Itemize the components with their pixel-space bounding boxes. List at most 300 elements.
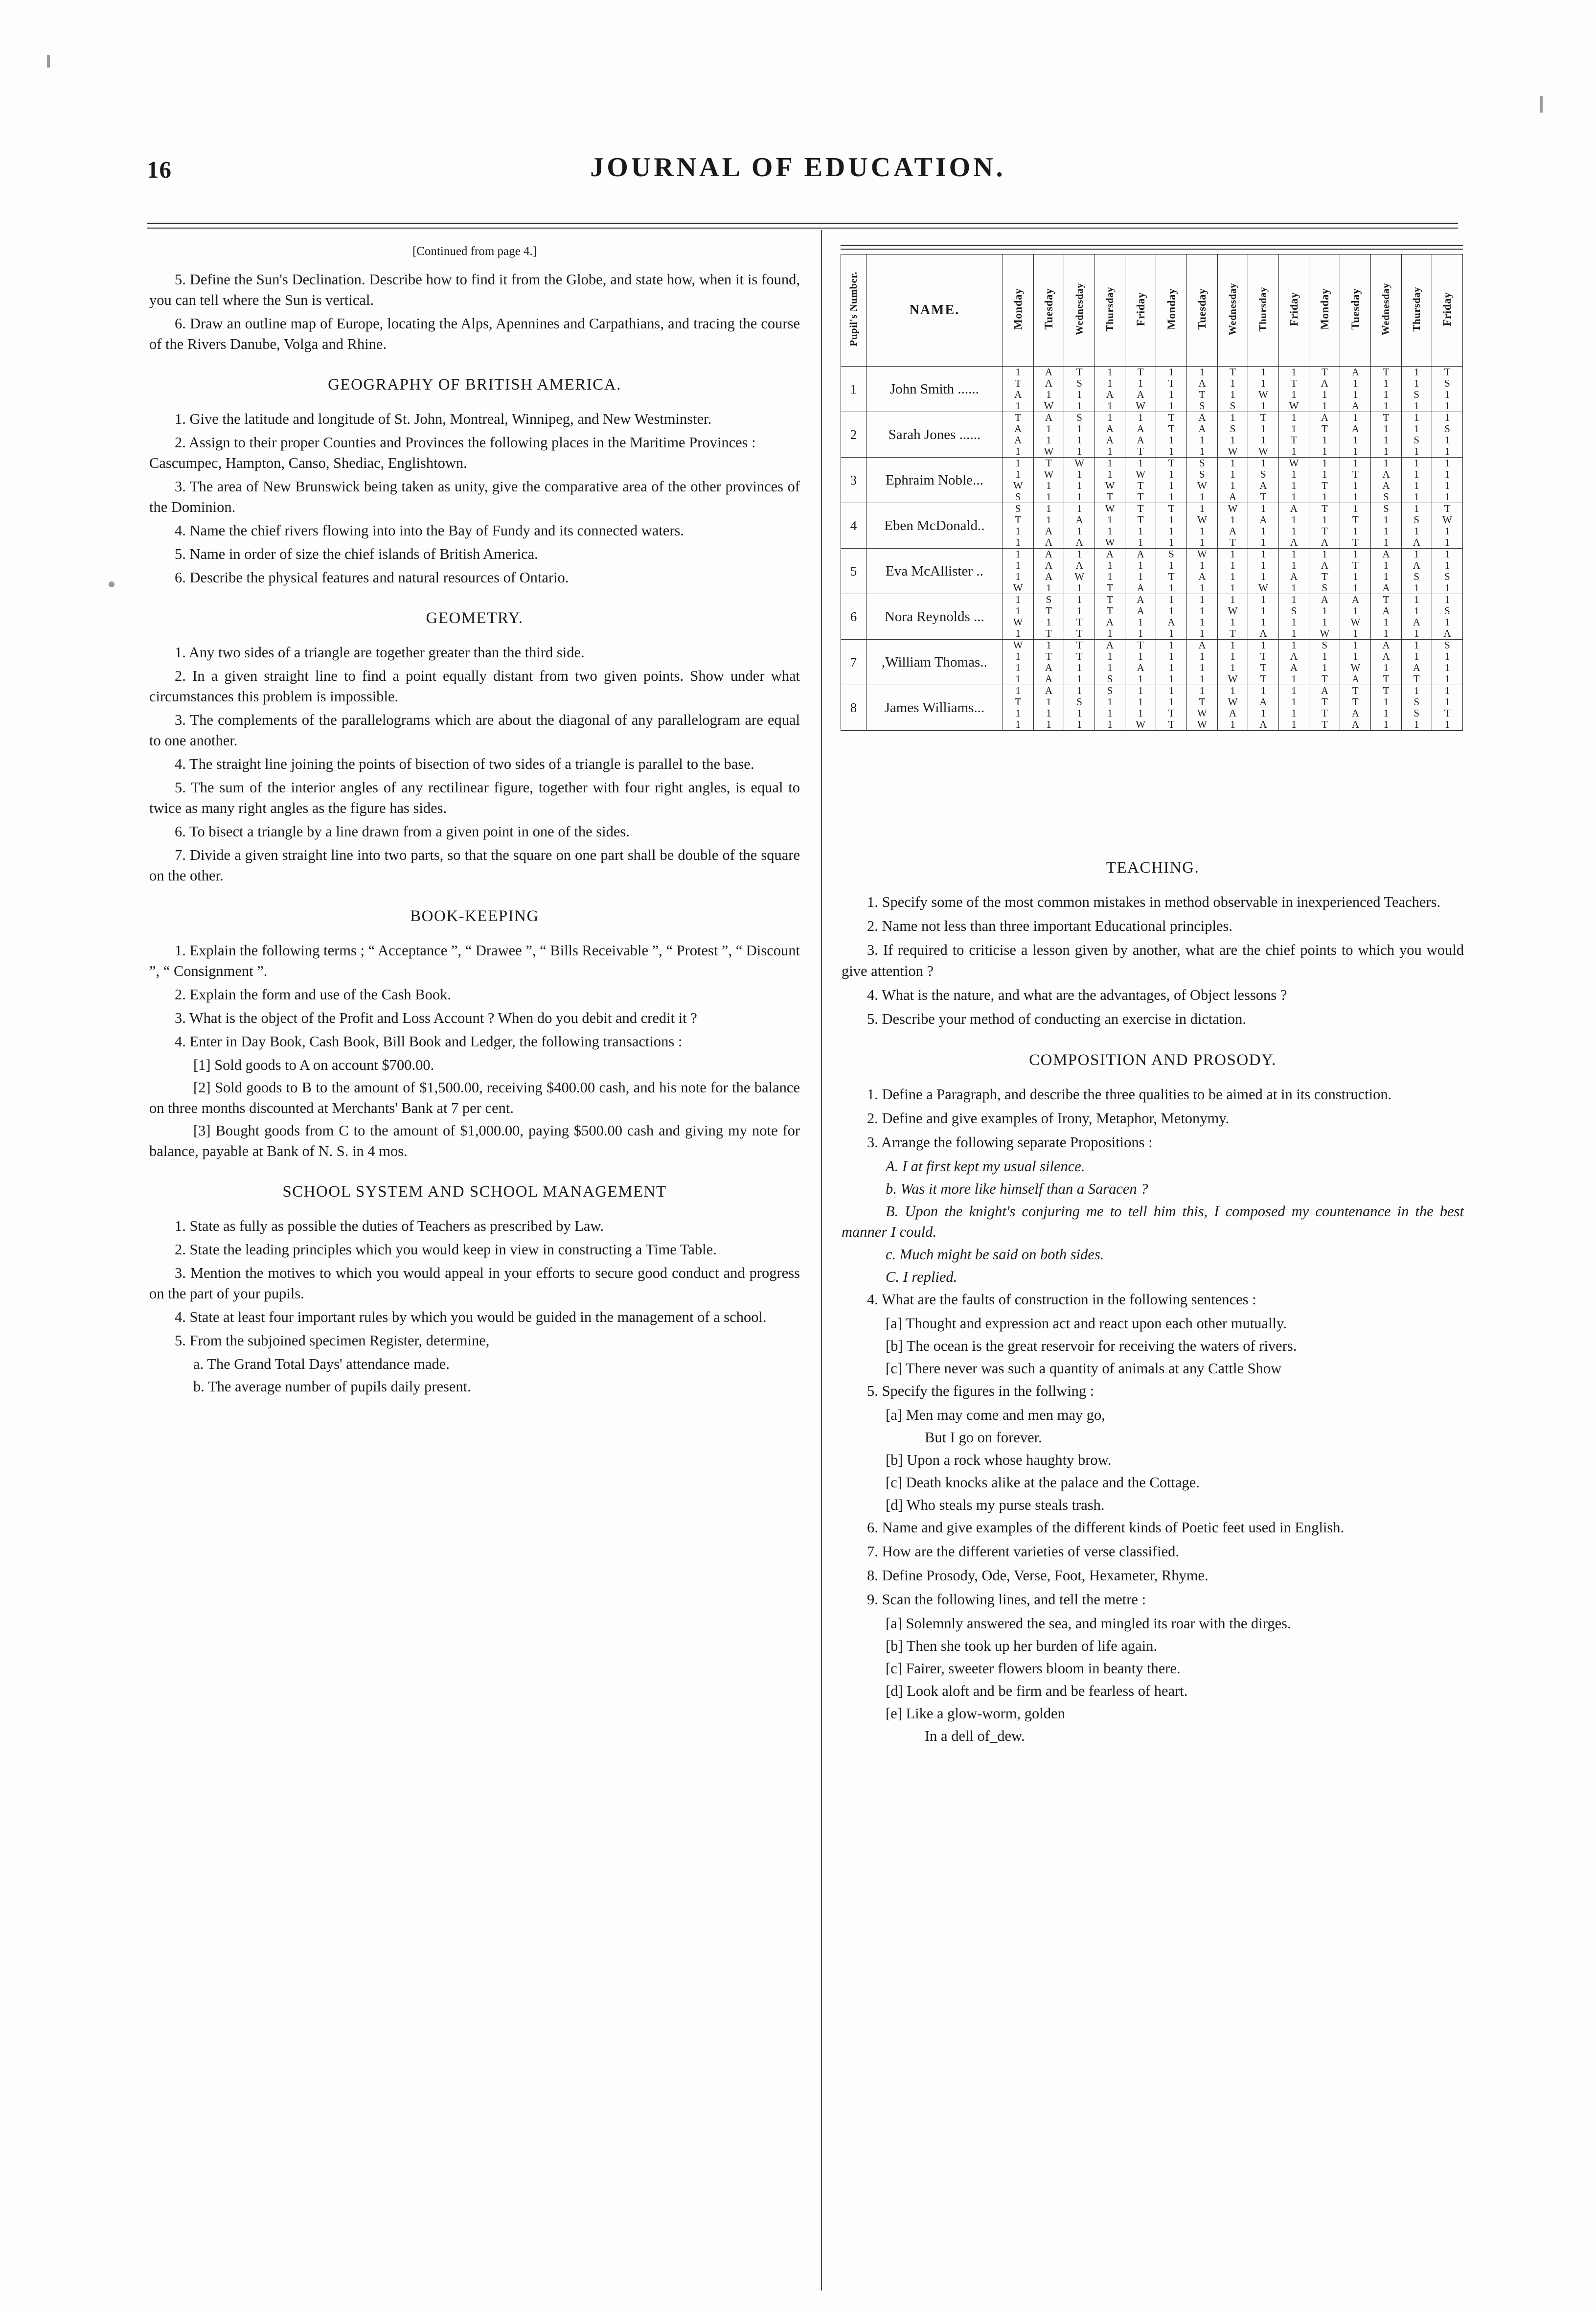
attendance-mark: 1 [1291, 491, 1297, 503]
attendance-mark: 1 [1260, 685, 1266, 696]
attendance-mark: T [1168, 423, 1175, 435]
attendance-mark-cell [1125, 458, 1156, 503]
question-subitem: [a] Men may come and men may go, [886, 1407, 1105, 1423]
attendance-mark: T [1168, 377, 1175, 389]
attendance-mark-cell [1432, 549, 1462, 594]
attendance-mark: W [1197, 707, 1207, 719]
attendance-mark: S [1444, 605, 1450, 617]
attendance-mark: 1 [1015, 650, 1021, 662]
attendance-mark-cell [1248, 685, 1278, 731]
attendance-mark: 1 [1414, 412, 1419, 423]
attendance-mark: T [1383, 412, 1390, 423]
attendance-mark: 1 [1383, 696, 1389, 708]
attendance-mark: 1 [1291, 548, 1297, 560]
attendance-mark: T [1321, 366, 1328, 378]
attendance-mark: 1 [1444, 434, 1450, 446]
attendance-mark-cell [1371, 640, 1401, 685]
attendance-mark: W [1228, 503, 1238, 514]
attendance-mark: 1 [1076, 605, 1082, 617]
attendance-mark: T [1137, 480, 1144, 491]
attendance-mark-cell [1125, 412, 1156, 458]
attendance-mark: 1 [1107, 514, 1113, 526]
attendance-mark: 1 [1383, 662, 1389, 673]
attendance-mark: A [1259, 627, 1267, 639]
attendance-mark: A [1045, 685, 1053, 696]
attendance-mark: 1 [1076, 582, 1082, 594]
attendance-mark: 1 [1291, 423, 1297, 435]
attendance-register-table [841, 254, 1463, 731]
attendance-mark: A [1014, 434, 1022, 446]
attendance-mark: A [1075, 559, 1083, 571]
column-header-day-label: Monday [1165, 288, 1178, 330]
attendance-mark: A [1045, 559, 1053, 571]
attendance-mark: 1 [1107, 525, 1113, 537]
column-header-day [1125, 254, 1156, 367]
attendance-mark: 1 [1138, 696, 1143, 708]
attendance-mark: T [1076, 366, 1083, 378]
question-subitem: [b] The ocean is the great reservoir for receiving the waters of rivers. [886, 1338, 1297, 1354]
attendance-mark: T [1168, 412, 1175, 423]
attendance-mark-cell [1371, 503, 1401, 549]
attendance-mark: T [1321, 503, 1328, 514]
attendance-mark-cell [1125, 367, 1156, 412]
attendance-mark: 1 [1168, 480, 1174, 491]
attendance-mark: 1 [1138, 559, 1143, 571]
attendance-mark: T [1383, 594, 1390, 605]
attendance-mark: 1 [1168, 639, 1174, 651]
section-heading-teaching: TEACHING. [1106, 859, 1200, 877]
question-item: 1. Specify some of the most common mistakes in method observable in inexperienced Teachers. [867, 894, 1441, 910]
attendance-mark: 1 [1291, 639, 1297, 651]
attendance-mark: T [1230, 366, 1236, 378]
attendance-mark-cell [1156, 594, 1187, 640]
pupil-name-cell: James Williams... [866, 685, 1003, 731]
attendance-mark: S [1015, 503, 1021, 514]
attendance-mark: 1 [1168, 514, 1174, 526]
table-row [841, 640, 1463, 685]
attendance-mark: 1 [1383, 400, 1389, 412]
pupil-number-cell: 3 [841, 458, 866, 503]
attendance-mark: W [1258, 389, 1268, 400]
section-heading-bookkeeping: BOOK-KEEPING [410, 907, 539, 925]
attendance-mark: 1 [1168, 389, 1174, 400]
attendance-mark: 1 [1168, 650, 1174, 662]
attendance-mark: 1 [1199, 503, 1205, 514]
attendance-mark: 1 [1444, 559, 1450, 571]
attendance-mark: W [1258, 582, 1268, 594]
attendance-mark: 1 [1444, 594, 1450, 605]
attendance-mark: 1 [1291, 389, 1297, 400]
attendance-mark: 1 [1444, 718, 1450, 730]
attendance-mark: 1 [1444, 491, 1450, 503]
attendance-mark: 1 [1230, 616, 1235, 628]
attendance-mark: 1 [1138, 525, 1143, 537]
attendance-mark: 1 [1107, 696, 1113, 708]
question-subitem: C. I replied. [886, 1269, 958, 1285]
attendance-mark: T [1444, 707, 1451, 719]
attendance-mark: A [1321, 412, 1328, 423]
attendance-mark: 1 [1260, 525, 1266, 537]
attendance-mark: T [1107, 605, 1113, 617]
attendance-mark: 1 [1322, 491, 1327, 503]
attendance-mark: 1 [1322, 514, 1327, 526]
column-header-day-label: Tuesday [1043, 288, 1055, 330]
attendance-mark: T [1168, 707, 1175, 719]
attendance-mark: 1 [1138, 457, 1143, 469]
attendance-mark: 1 [1046, 582, 1051, 594]
attendance-mark-cell [1033, 640, 1064, 685]
attendance-mark: S [1414, 707, 1420, 719]
attendance-mark: 1 [1322, 605, 1327, 617]
attendance-mark: 1 [1076, 503, 1082, 514]
attendance-mark: 1 [1322, 434, 1327, 446]
attendance-mark: 1 [1353, 377, 1358, 389]
attendance-mark-cell [1033, 685, 1064, 731]
attendance-mark: 1 [1015, 525, 1021, 537]
attendance-mark: S [1168, 548, 1174, 560]
attendance-mark: W [1136, 400, 1146, 412]
attendance-mark-cell [1371, 685, 1401, 731]
attendance-mark: T [1321, 423, 1328, 435]
attendance-mark: A [1198, 571, 1206, 582]
attendance-mark: 1 [1168, 434, 1174, 446]
attendance-mark: 1 [1353, 627, 1358, 639]
attendance-mark: A [1137, 582, 1144, 594]
column-header-day [1186, 254, 1217, 367]
column-header-day [1401, 254, 1432, 367]
attendance-mark-cell [1186, 412, 1217, 458]
attendance-mark: 1 [1107, 457, 1113, 469]
attendance-mark: 1 [1199, 673, 1205, 685]
attendance-mark: T [1383, 685, 1390, 696]
table-row [841, 458, 1463, 503]
attendance-mark: A [1045, 377, 1053, 389]
attendance-mark: 1 [1291, 673, 1297, 685]
attendance-mark: 1 [1383, 718, 1389, 730]
attendance-mark: S [1015, 491, 1021, 503]
column-header-day [1309, 254, 1340, 367]
attendance-mark: 1 [1199, 582, 1205, 594]
attendance-mark: A [1137, 548, 1144, 560]
attendance-mark-cell [1401, 594, 1432, 640]
attendance-mark-cell [1217, 367, 1248, 412]
attendance-mark: W [1074, 571, 1085, 582]
attendance-mark: 1 [1444, 673, 1450, 685]
attendance-mark-cell [1309, 412, 1340, 458]
attendance-mark: 1 [1353, 639, 1358, 651]
attendance-mark: T [1352, 514, 1359, 526]
attendance-mark: A [1045, 571, 1053, 582]
attendance-mark: 1 [1138, 571, 1143, 582]
question-item: 1. Define a Paragraph, and describe the three qualities to be aimed at in its construction. [867, 1086, 1392, 1103]
attendance-mark: 1 [1260, 707, 1266, 719]
attendance-mark: A [1045, 525, 1053, 537]
column-header-day-label: Monday [1012, 288, 1025, 330]
attendance-mark: 1 [1322, 468, 1327, 480]
attendance-mark: 1 [1260, 616, 1266, 628]
attendance-mark: A [1382, 639, 1390, 651]
attendance-mark: 1 [1199, 662, 1205, 673]
attendance-mark-cell [1340, 412, 1371, 458]
question-subitem: [e] Like a glow-worm, golden [886, 1705, 1065, 1722]
attendance-mark-cell [1309, 594, 1340, 640]
attendance-mark: S [1383, 503, 1389, 514]
attendance-mark: 1 [1046, 696, 1051, 708]
attendance-mark-cell [1064, 594, 1094, 640]
attendance-mark: S [1322, 582, 1328, 594]
attendance-mark: W [1442, 514, 1452, 526]
attendance-mark: T [1352, 685, 1359, 696]
attendance-mark-cell [1217, 412, 1248, 458]
attendance-mark: 1 [1015, 594, 1021, 605]
scan-artifact [47, 55, 50, 68]
attendance-mark: T [1352, 468, 1359, 480]
attendance-mark: 1 [1383, 423, 1389, 435]
attendance-mark-cell [1401, 503, 1432, 549]
attendance-mark: W [1350, 616, 1361, 628]
attendance-mark: 1 [1107, 650, 1113, 662]
attendance-mark: 1 [1076, 480, 1082, 491]
attendance-mark: T [1321, 480, 1328, 491]
attendance-mark-cell [1186, 594, 1217, 640]
attendance-mark: 1 [1168, 468, 1174, 480]
attendance-mark-cell [1094, 412, 1125, 458]
attendance-mark-cell [1217, 685, 1248, 731]
attendance-mark: W [1197, 548, 1207, 560]
attendance-mark: T [1199, 696, 1206, 708]
attendance-mark: T [1444, 366, 1451, 378]
attendance-mark: A [1106, 434, 1114, 446]
attendance-mark: 1 [1444, 400, 1450, 412]
attendance-mark-cell [1217, 549, 1248, 594]
attendance-mark: 1 [1015, 548, 1021, 560]
attendance-mark-cell [1340, 549, 1371, 594]
attendance-mark: T [1137, 639, 1144, 651]
attendance-mark: 1 [1291, 525, 1297, 537]
question-subitem: B. Upon the knight's conjuring me to tell him this, I composed my countenance in the best manner I could. [842, 1203, 1464, 1240]
scan-artifact [109, 581, 114, 587]
attendance-mark: 1 [1444, 582, 1450, 594]
column-header-day-label: Tuesday [1196, 288, 1208, 330]
question-subitem: [b] Then she took up her burden of life again. [886, 1638, 1158, 1654]
attendance-mark: 1 [1168, 445, 1174, 457]
pupil-number-cell: 4 [841, 503, 866, 549]
attendance-mark: W [1105, 480, 1115, 491]
attendance-mark: 1 [1414, 400, 1419, 412]
column-header-name [866, 254, 1003, 367]
attendance-mark: 1 [1138, 673, 1143, 685]
attendance-mark: 1 [1322, 650, 1327, 662]
attendance-mark: 1 [1414, 503, 1419, 514]
attendance-mark: T [1260, 673, 1267, 685]
attendance-mark-cell [1003, 594, 1033, 640]
attendance-mark: T [1107, 594, 1113, 605]
pupil-name-cell: Sarah Jones ...... [866, 412, 1003, 458]
attendance-mark-cell [1248, 412, 1278, 458]
attendance-mark: T [1046, 627, 1052, 639]
attendance-mark: S [1444, 423, 1450, 435]
attendance-mark: A [1290, 650, 1298, 662]
attendance-mark: 1 [1322, 400, 1327, 412]
question-subitem: [c] Death knocks alike at the palace and the Cottage. [886, 1474, 1200, 1491]
attendance-mark: A [1321, 377, 1328, 389]
attendance-mark: 1 [1015, 536, 1021, 548]
attendance-mark: 1 [1260, 434, 1266, 446]
attendance-mark: A [1045, 536, 1053, 548]
attendance-mark-cell [1217, 594, 1248, 640]
attendance-mark: 1 [1353, 548, 1358, 560]
attendance-mark-cell [1125, 685, 1156, 731]
attendance-mark-cell [1064, 685, 1094, 731]
attendance-mark-cell [1033, 503, 1064, 549]
attendance-mark: T [1230, 627, 1236, 639]
attendance-mark: 1 [1199, 559, 1205, 571]
attendance-mark: S [1414, 389, 1420, 400]
attendance-mark: T [1076, 616, 1083, 628]
attendance-mark: 1 [1383, 457, 1389, 469]
attendance-mark: A [1167, 616, 1175, 628]
attendance-mark-cell [1094, 640, 1125, 685]
question-item: 3. What is the object of the Profit and Loss Account ? When do you debit and credit it ? [175, 1010, 697, 1026]
column-header-day [1432, 254, 1462, 367]
pupil-number-cell: 1 [841, 367, 866, 412]
attendance-mark-cell [1033, 594, 1064, 640]
column-header-day-label: Wednesday [1227, 282, 1239, 336]
column-header-day-label: Tuesday [1349, 288, 1362, 330]
attendance-mark: 1 [1230, 639, 1235, 651]
attendance-mark: 1 [1414, 480, 1419, 491]
attendance-mark: 1 [1444, 662, 1450, 673]
attendance-mark: W [1289, 400, 1299, 412]
attendance-mark: S [1414, 571, 1420, 582]
column-header-day-label: Thursday [1410, 286, 1422, 332]
attendance-mark: A [1106, 616, 1114, 628]
attendance-mark: A [1351, 400, 1359, 412]
attendance-mark: T [1413, 673, 1420, 685]
column-header-day-label: Wednesday [1380, 282, 1392, 336]
attendance-mark: 1 [1199, 366, 1205, 378]
attendance-mark: 1 [1414, 718, 1419, 730]
attendance-mark: 1 [1383, 434, 1389, 446]
attendance-mark-cell [1186, 640, 1217, 685]
attendance-mark: 1 [1168, 525, 1174, 537]
attendance-mark: T [1107, 491, 1113, 503]
attendance-mark: 1 [1076, 389, 1082, 400]
attendance-mark: 1 [1414, 457, 1419, 469]
attendance-mark: 1 [1168, 536, 1174, 548]
attendance-mark: A [1106, 423, 1114, 435]
attendance-mark: W [1197, 514, 1207, 526]
attendance-mark: 1 [1230, 685, 1235, 696]
pupil-number-cell: 2 [841, 412, 866, 458]
pupil-number-cell: 8 [841, 685, 866, 731]
attendance-mark: 1 [1260, 571, 1266, 582]
attendance-mark-cell [1186, 685, 1217, 731]
attendance-mark: A [1351, 673, 1359, 685]
attendance-mark: 1 [1291, 707, 1297, 719]
attendance-mark: 1 [1015, 445, 1021, 457]
attendance-mark: T [1260, 491, 1267, 503]
attendance-mark: 1 [1076, 594, 1082, 605]
attendance-mark-cell [1064, 367, 1094, 412]
question-subitem: [1] Sold goods to A on account $700.00. [193, 1057, 434, 1073]
question-item: 2. Define and give examples of Irony, Metaphor, Metonymy. [867, 1110, 1230, 1127]
attendance-mark: T [1321, 571, 1328, 582]
attendance-mark: 1 [1260, 400, 1266, 412]
attendance-mark: 1 [1414, 491, 1419, 503]
attendance-mark: 1 [1230, 548, 1235, 560]
attendance-mark-cell [1156, 458, 1187, 503]
attendance-mark-cell [1432, 503, 1462, 549]
attendance-mark: A [1259, 718, 1267, 730]
attendance-mark: A [1413, 559, 1420, 571]
pupil-number-cell: 5 [841, 549, 866, 594]
attendance-mark: T [1260, 662, 1267, 673]
attendance-mark-cell [1156, 367, 1187, 412]
attendance-mark: 1 [1138, 707, 1143, 719]
attendance-mark: 1 [1353, 582, 1358, 594]
question-item: 2. Name not less than three important Educational principles. [867, 918, 1233, 934]
attendance-mark: A [1106, 389, 1114, 400]
question-subitem: c. Much might be said on both sides. [886, 1246, 1104, 1263]
attendance-mark: 1 [1107, 377, 1113, 389]
attendance-mark: 1 [1107, 412, 1113, 423]
attendance-mark: 1 [1168, 559, 1174, 571]
attendance-mark: A [1382, 605, 1390, 617]
attendance-mark: 1 [1383, 616, 1389, 628]
attendance-mark: 1 [1230, 662, 1235, 673]
attendance-mark-cell [1217, 458, 1248, 503]
attendance-mark: 1 [1199, 650, 1205, 662]
attendance-mark: 1 [1046, 616, 1051, 628]
attendance-mark: 1 [1138, 412, 1143, 423]
column-header-day [1217, 254, 1248, 367]
attendance-mark: 1 [1444, 616, 1450, 628]
attendance-mark: S [1076, 696, 1082, 708]
attendance-mark: 1 [1291, 616, 1297, 628]
attendance-mark: 1 [1046, 480, 1051, 491]
column-header-day [1033, 254, 1064, 367]
question-item: 7. Divide a given straight line into two parts, so that the square on one part shall be double of the square on the other. [149, 847, 800, 884]
column-header-day-label: Wednesday [1073, 282, 1085, 336]
attendance-mark: S [1199, 457, 1205, 469]
attendance-mark: 1 [1138, 377, 1143, 389]
attendance-mark: 1 [1291, 468, 1297, 480]
attendance-mark: 1 [1046, 503, 1051, 514]
attendance-mark: 1 [1046, 423, 1051, 435]
attendance-mark: 1 [1015, 627, 1021, 639]
attendance-mark-cell [1432, 458, 1462, 503]
attendance-mark: 1 [1076, 491, 1082, 503]
attendance-mark: A [1413, 616, 1420, 628]
attendance-mark: 1 [1230, 412, 1235, 423]
attendance-mark-cell [1003, 367, 1033, 412]
attendance-mark: S [1199, 400, 1205, 412]
attendance-mark: 1 [1230, 480, 1235, 491]
question-item: 8. Define Prosody, Ode, Verse, Foot, Hexameter, Rhyme. [867, 1567, 1208, 1584]
column-header-day-label: Friday [1288, 292, 1300, 326]
pupil-name-cell: Eben McDonald.. [866, 503, 1003, 549]
attendance-mark-cell [1125, 594, 1156, 640]
attendance-mark-cell [1309, 458, 1340, 503]
attendance-mark: 1 [1383, 571, 1389, 582]
attendance-mark: A [1321, 559, 1328, 571]
attendance-mark: A [1229, 707, 1237, 719]
question-item: 5. Define the Sun's Declination. Describe how to find it from the Globe, and state how, when it is found, you can tell where the Sun is vertical. [149, 271, 800, 308]
attendance-mark: 1 [1015, 707, 1021, 719]
attendance-mark: 1 [1138, 627, 1143, 639]
section-heading-geography: GEOGRAPHY OF BRITISH AMERICA. [328, 376, 621, 393]
